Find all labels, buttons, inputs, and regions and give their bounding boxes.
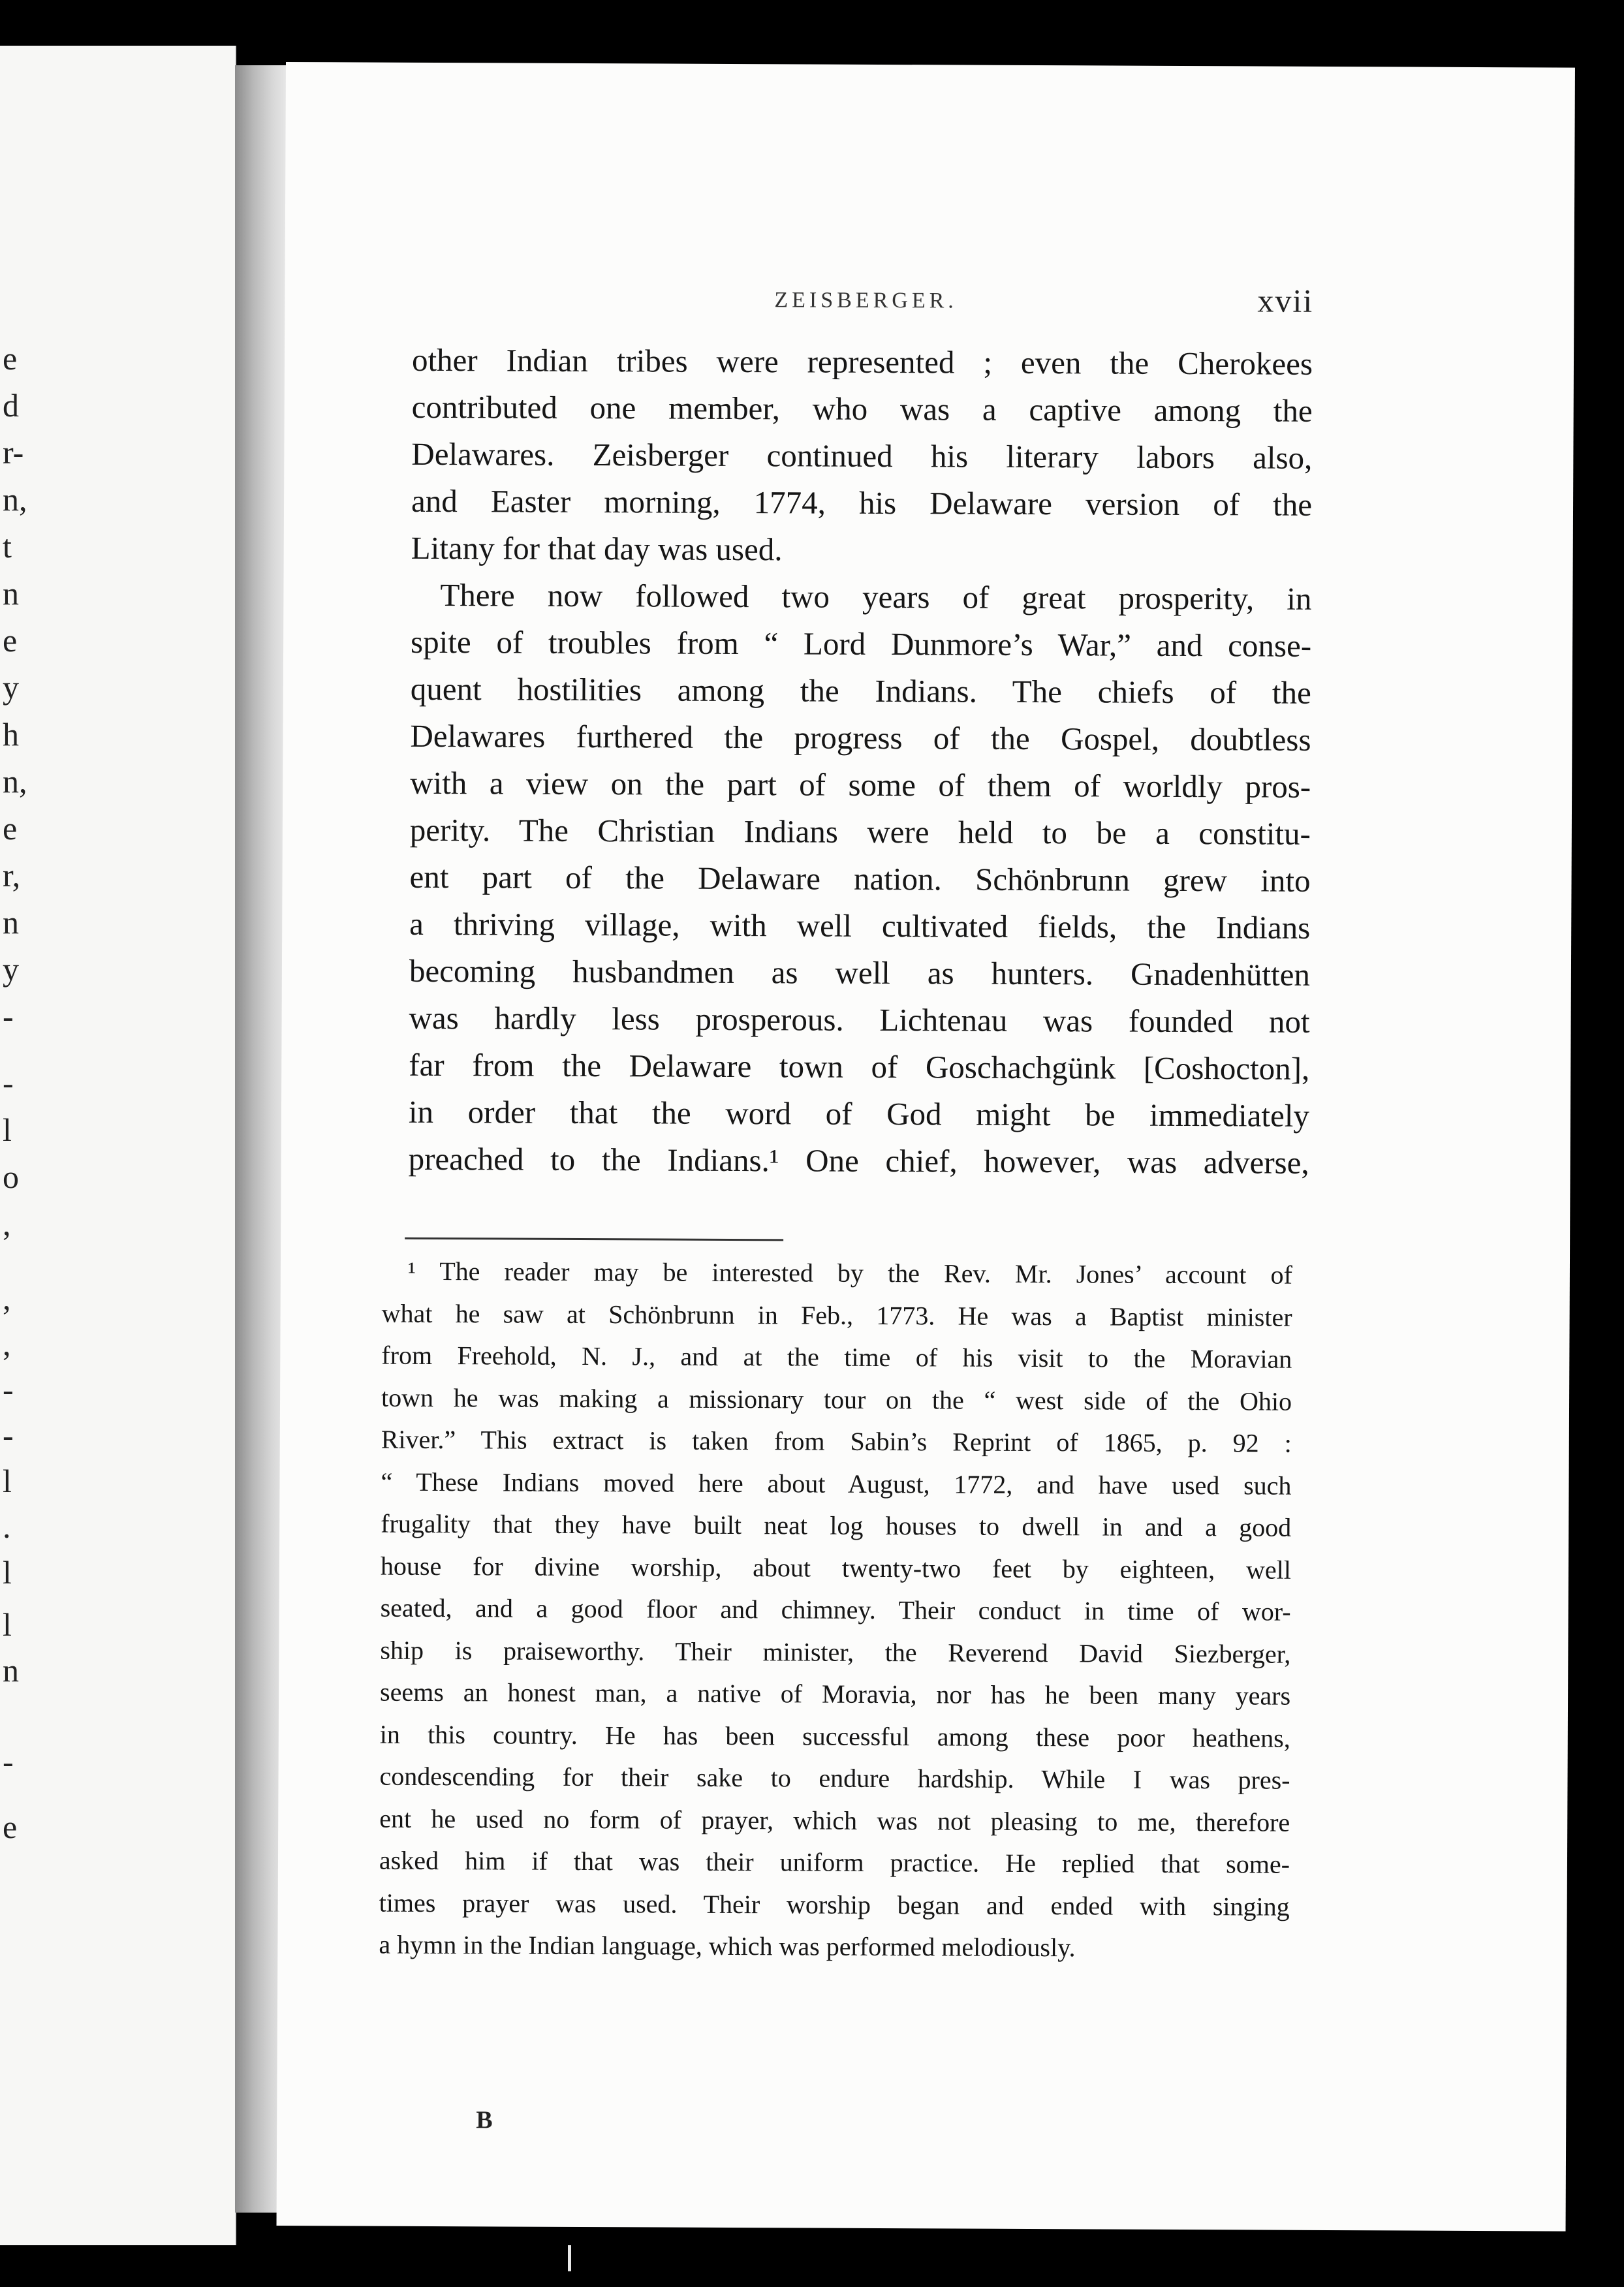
footnote-line: frugality that they have built neat log houses to dwell in and a good [381, 1508, 1292, 1542]
footnote-line: times prayer was used. Their worship began and ended with singing [379, 1888, 1290, 1921]
footnote [379, 1251, 1292, 1970]
body-line: Litany for that day was used. [411, 529, 783, 568]
body-line: There now followed two years of great prosperity, in [440, 577, 1312, 617]
signature-mark: B [476, 2106, 493, 2134]
footnote-line: ¹ The reader may be interested by the Rev. Mr. Jones’ account of [407, 1256, 1293, 1290]
body-line: in order that the word of God might be immediately [408, 1093, 1310, 1134]
left-fragment: l [3, 1463, 12, 1499]
left-fragment: n [3, 904, 19, 941]
body-line: and Easter morning, 1774, his Delaware version of the [411, 482, 1313, 523]
running-head: ZEISBERGER. [774, 288, 958, 313]
left-fragment: - [3, 1065, 14, 1101]
footnote-line: what he saw at Schönbrunn in Feb., 1773. He was a Baptist minister [381, 1298, 1292, 1332]
left-fragment: l [3, 1112, 12, 1148]
page-number: xvii [1257, 282, 1314, 319]
left-fragment: d [3, 387, 19, 424]
left-fragment: e [3, 622, 18, 659]
left-fragment: t [3, 528, 12, 565]
left-fragment: l [3, 1554, 12, 1591]
left-fragment: , [3, 1206, 11, 1242]
footnote-line: seems an honest man, a native of Moravia, nor has he been many years [380, 1677, 1291, 1711]
left-fragment: y [3, 951, 19, 988]
left-fragment: e [3, 340, 18, 377]
left-page [0, 46, 236, 2245]
body-line: other Indian tribes were represented ; even the Cherokees [411, 341, 1313, 382]
footnote-line: seated, and a good floor and chimney. Their conduct in time of wor- [380, 1593, 1291, 1626]
footnote-line: from Freehold, N. J., and at the time of his visit to the Moravian [381, 1340, 1292, 1374]
body-text [409, 337, 1313, 1187]
left-page-text-fragments [0, 46, 26, 2245]
body-line: contributed one member, who was a captive among the [411, 388, 1313, 429]
body-line: quent hostilities among the Indians. The chiefs of the [410, 670, 1311, 711]
left-fragment: y [3, 669, 19, 706]
body-line: spite of troubles from “ Lord Dunmore’s War,” and conse- [411, 623, 1312, 664]
left-fragment: r, [3, 857, 21, 894]
left-fragment: , [3, 1326, 11, 1362]
left-fragment: n, [3, 763, 27, 800]
footnote-line: River.” This extract is taken from Sabin’s Reprint of 1865, p. 92 : [381, 1424, 1292, 1458]
body-line: Delawares furthered the progress of the Gospel, doubtless [410, 717, 1311, 758]
left-fragment: , [3, 1280, 11, 1316]
footnote-line: condescending for their sake to endure hardship. While I was pres- [379, 1761, 1290, 1795]
left-fragment: - [3, 998, 14, 1035]
left-fragment: e [3, 1809, 18, 1845]
left-fragment: l [3, 1606, 12, 1643]
body-line: Delawares. Zeisberger continued his literary labors also, [411, 435, 1313, 476]
left-fragment: n [3, 1652, 19, 1688]
left-fragment: - [3, 1743, 14, 1780]
footnote-line: a hymn in the Indian language, which was performed melodiously. [379, 1929, 1076, 1963]
left-fragment: - [3, 1417, 14, 1454]
left-fragment: h [3, 716, 19, 753]
footnote-line: ship is praiseworthy. Their minister, the Reverend David Siezberger, [380, 1635, 1291, 1669]
left-fragment: e [3, 810, 18, 847]
footnote-line: “ These Indians moved here about August, 1772, and have used such [381, 1467, 1292, 1501]
body-line: perity. The Christian Indians were held to be a constitu- [409, 811, 1311, 852]
left-fragment: n, [3, 481, 27, 518]
scan-artifact [568, 2245, 571, 2271]
footnote-line: ent he used no form of prayer, which was not pleasing to me, therefore [379, 1803, 1290, 1837]
body-line: preached to the Indians.¹ One chief, however, was adverse, [408, 1140, 1309, 1181]
body-line: ent part of the Delaware nation. Schönbrunn grew into [409, 858, 1311, 899]
left-fragment: r- [3, 434, 24, 471]
footnote-rule [405, 1237, 783, 1241]
footnote-line: asked him if that was their uniform practice. He replied that some- [379, 1845, 1290, 1879]
footnote-line: town he was making a missionary tour on the “ west side of the Ohio [381, 1382, 1292, 1416]
body-line: with a view on the part of some of them of worldly pros- [410, 764, 1311, 805]
left-fragment: . [3, 1508, 11, 1545]
footnote-line: house for divine worship, about twenty-two feet by eighteen, well [380, 1551, 1292, 1585]
body-line: becoming husbandmen as well as hunters. Gnadenhütten [409, 952, 1311, 993]
left-fragment: o [3, 1159, 19, 1195]
body-line: far from the Delaware town of Goschachgünk [Coshocton], [409, 1046, 1310, 1087]
left-fragment: - [3, 1371, 14, 1408]
right-page [277, 62, 1575, 2232]
left-fragment: n [3, 575, 19, 612]
body-line: a thriving village, with well cultivated fields, the Indians [409, 905, 1311, 946]
body-line: was hardly less prosperous. Lichtenau was founded not [409, 999, 1310, 1040]
footnote-line: in this country. He has been successful among these poor heathens, [379, 1719, 1290, 1753]
